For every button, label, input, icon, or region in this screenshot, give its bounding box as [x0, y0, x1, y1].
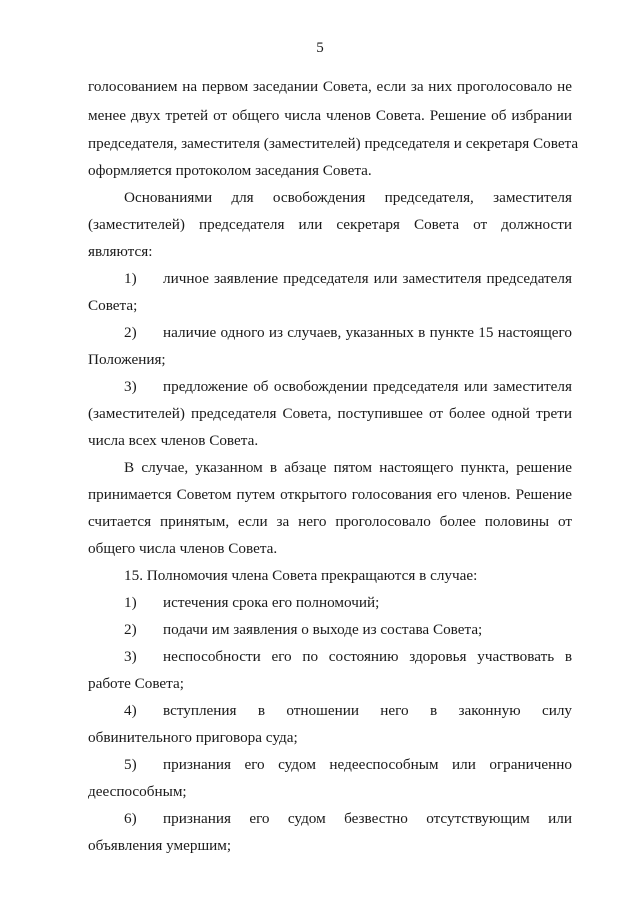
list-item-text: числа всех членов Совета. — [88, 432, 259, 449]
list-item-text: Совета; — [88, 297, 138, 314]
paragraph-line: общего числа членов Совета. — [88, 540, 278, 557]
paragraph-line: Основаниями для освобождения председателя, заместителя — [124, 189, 572, 206]
paragraph-line: считается принятым, если за него проголосовало более половины от — [88, 513, 572, 530]
list-item-number: 1) — [124, 270, 137, 287]
list-item-text: наличие одного из случаев, указанных в пункте 15 настоящего — [163, 324, 572, 341]
list-item-number: 1) — [124, 594, 137, 611]
list-item-text: истечения срока его полномочий; — [163, 594, 380, 611]
list-item-text: подачи им заявления о выходе из состава Совета; — [163, 621, 483, 638]
page-number: 5 — [316, 40, 324, 56]
paragraph-line: являются: — [88, 243, 153, 260]
list-item-number: 3) — [124, 648, 137, 665]
paragraph-line: голосованием на первом заседании Совета, если за них проголосовало не — [88, 78, 572, 95]
paragraph-line: (заместителей) председателя или секретаря Совета от должности — [88, 216, 572, 233]
list-item-number: 2) — [124, 621, 137, 638]
list-item-text: неспособности его по состоянию здоровья участвовать в — [163, 648, 572, 665]
list-item-text: обвинительного приговора суда; — [88, 729, 298, 746]
list-item-text: признания его судом недееспособным или ограниченно — [163, 756, 572, 773]
paragraph-line: оформляется протоколом заседания Совета. — [88, 162, 372, 179]
list-item-text: предложение об освобождении председателя или заместителя — [163, 378, 572, 395]
list-item-number: 5) — [124, 756, 137, 773]
paragraph-line: председателя, заместителя (заместителей) председателя и секретаря Совета — [88, 135, 579, 152]
list-item-number: 6) — [124, 810, 137, 827]
list-item-text: работе Совета; — [88, 675, 184, 692]
list-item-text: личное заявление председателя или заместителя председателя — [163, 270, 572, 287]
list-item-text: признания его судом безвестно отсутствующим или — [163, 810, 572, 827]
list-item-number: 3) — [124, 378, 137, 395]
list-item-number: 4) — [124, 702, 137, 719]
list-item-number: 2) — [124, 324, 137, 341]
list-item-text: объявления умершим; — [88, 837, 232, 854]
paragraph-line: менее двух третей от общего числа членов Совета. Решение об избрании — [88, 107, 572, 124]
section-heading-line: 15. Полномочия члена Совета прекращаются в случае: — [124, 567, 478, 584]
list-item-text: (заместителей) председателя Совета, поступившее от более одной трети — [88, 405, 572, 422]
list-item-text: вступления в отношении него в законную силу — [163, 702, 572, 719]
list-item-text: Положения; — [88, 351, 166, 368]
paragraph-line: принимается Советом путем открытого голосования его членов. Решение — [88, 486, 572, 503]
list-item-text: дееспособным; — [88, 783, 187, 800]
paragraph-line: В случае, указанном в абзаце пятом настоящего пункта, решение — [124, 459, 572, 476]
